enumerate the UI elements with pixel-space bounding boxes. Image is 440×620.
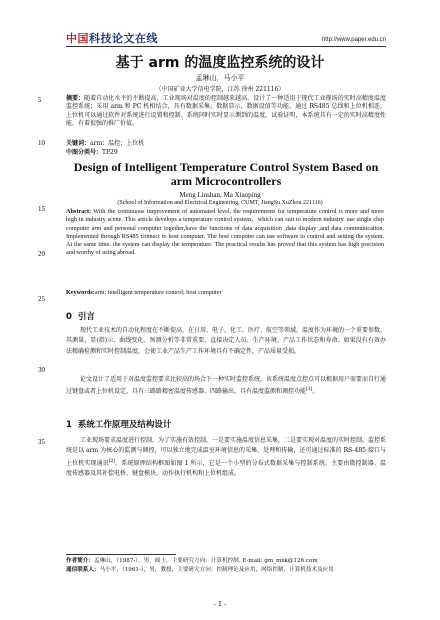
intro-paragraph-1: 现代工业技术的自动化程度在不断提高，在日用、电子、化工、医疗、航空等领域，温度作为环境的一个重要参数，其测量、显(指)示、曲线变化、预测分析等非常重要，直接决定人员、生产环境、产品工作状态和寿命。如果没有有效办法精确检测和实时控制温度，会使工业产品生产工作环境具有不确定性，产品质量受损。 — [66, 327, 387, 355]
section-number: 0 — [66, 312, 72, 322]
abstract-cn-text: 随着自动化水平的不断提高，工业现场对温度的控制越来越高，设计了一种适用于现代工业现场的实时高精度温度监控系统；采用 arm 和 PC 机相结合，具有数据采集、数据显示、数据设值等功能，通过 RS485 总线和上位机相连，上位机可以通过软件对系统进行设置和控制。系统同时实时显示测到的温度。试验证明，本系统具有一定的实时高精度性能，有着很强的推广价值。 — [66, 95, 386, 128]
line-number: 10 — [38, 139, 45, 147]
logo-red-text: 中国 — [66, 32, 89, 45]
keywords-en — [66, 289, 384, 296]
footnote-author — [66, 558, 386, 566]
system-paragraph-1-text: 工业现场要求温度进行控制，为了实施有效控制，一是要实施温度信息采集，二是要实现对温度的实时控制。监控系统是以 arm 为核心的监测与调控，可以独立地完成温室环境信息的采集、处理和传输，还可通过标准的 RS-485 接口与上位机实现通讯 — [66, 437, 387, 467]
header-url[interactable]: http://www.paper.edu.cn — [321, 37, 386, 43]
page-number: - 1 - — [213, 600, 227, 608]
abstract-cn — [66, 95, 386, 129]
citation-ref[interactable]: [2] — [108, 458, 116, 464]
authors-en: Meng Linshan, Ma Xiaoping — [179, 191, 261, 199]
footnote-contact-label: 通信联系人： — [66, 567, 100, 573]
authors-cn: 孟琳山，马小平 — [195, 74, 245, 82]
footnote-divider — [66, 554, 176, 555]
system-paragraph-1-end: 。系统原理结构框图如图 1 所示，它是一个小型的分布式数据采集与控制系统。主要由微控制器、温度传感器及其补偿电桥、键盘模块、动作执行机构和上位机组成。 — [66, 459, 386, 478]
abstract-en-label: Abstract: — [66, 208, 92, 215]
intro-paragraph-2-text: 论文设计了适用于对温度监控要求比较高的场合下一种实时监控系统，该系统温度点控点可以根据用户需要而自行通过键盘或者上位机设定，具有三路路精密温度传感器、四路输出，具有温度监测和调控功能 — [66, 376, 387, 396]
citation-ref[interactable]: [1] — [306, 387, 313, 393]
keywords-cn-label: 关键词： — [66, 140, 91, 147]
section-title: 系统工作原理及结构设计 — [77, 420, 172, 430]
affiliation-en: (School of Information and Electrical Engineering, CUMT, JiangSu XuZhou 221116) — [117, 200, 323, 206]
line-number: 30 — [38, 366, 45, 374]
journal-logo — [66, 30, 158, 46]
line-number: 25 — [38, 295, 45, 303]
intro-paragraph-2-end: 。 — [312, 388, 319, 396]
footnote-author-text: 孟琳山，（1987-），男，硕士，主要研究方向：计算机控制. E-mail: gm_mxk@126.com — [93, 558, 318, 564]
abstract-en — [66, 208, 384, 258]
affiliation-cn: （中国矿业大学信电学院，江苏 徐州 221116） — [155, 86, 285, 93]
clc-cn — [66, 149, 156, 157]
section-heading-system — [66, 418, 171, 430]
line-number: 35 — [38, 438, 45, 446]
section-heading-intro — [66, 310, 95, 322]
section-title: 引言 — [77, 312, 95, 322]
paper-title-cn: 基于 arm 的温度监控系统的设计 — [115, 55, 325, 71]
keywords-cn — [66, 140, 386, 148]
keywords-cn-text: arm；温控；上位机 — [90, 140, 145, 147]
footnote-contact-text: 马小平，（1961-），男，教授，主要研究方向：控制理论及应用，网络控制、计算机技术及应用 — [99, 567, 334, 573]
line-number: 15 — [38, 205, 45, 213]
line-number: 5 — [38, 96, 42, 104]
clc-cn-text: TP29 — [102, 149, 118, 156]
paper-title-en: Design of Intelligent Temperature Control System Based on arm Microcontrollers — [73, 160, 379, 188]
abstract-cn-label: 摘要： — [66, 95, 85, 102]
system-paragraph-1 — [66, 436, 386, 480]
footnote-contact — [66, 567, 386, 575]
logo-blue-text: 科技论文在线 — [89, 32, 158, 45]
footnote-author-label: 作者简介： — [66, 558, 94, 564]
section-number: 1 — [66, 420, 72, 430]
abstract-en-text: With the continuous improvement of automated level, the requirements for temperature control is more and more high in industry scene. This article develops a temperature control system，which can suit to modern industry. use single chip computer arm and personal computer together,have the functions of data acquisition ,data display ,and data communication. Implemented through RS485 connect to host computer. The host computer can use software to control and setting the system. At the same time. the system can display the temperature. The practical results has proved that this system has high precision and worthy of using abroad. — [66, 208, 385, 257]
line-number: 20 — [38, 250, 45, 258]
header-divider — [66, 46, 386, 47]
clc-cn-label: 中图分类号： — [66, 149, 103, 156]
intro-paragraph-2 — [66, 375, 386, 398]
keywords-en-text: arm; intelligent temperature control; host computer — [94, 289, 222, 296]
keywords-en-label: Keywords: — [66, 289, 95, 296]
